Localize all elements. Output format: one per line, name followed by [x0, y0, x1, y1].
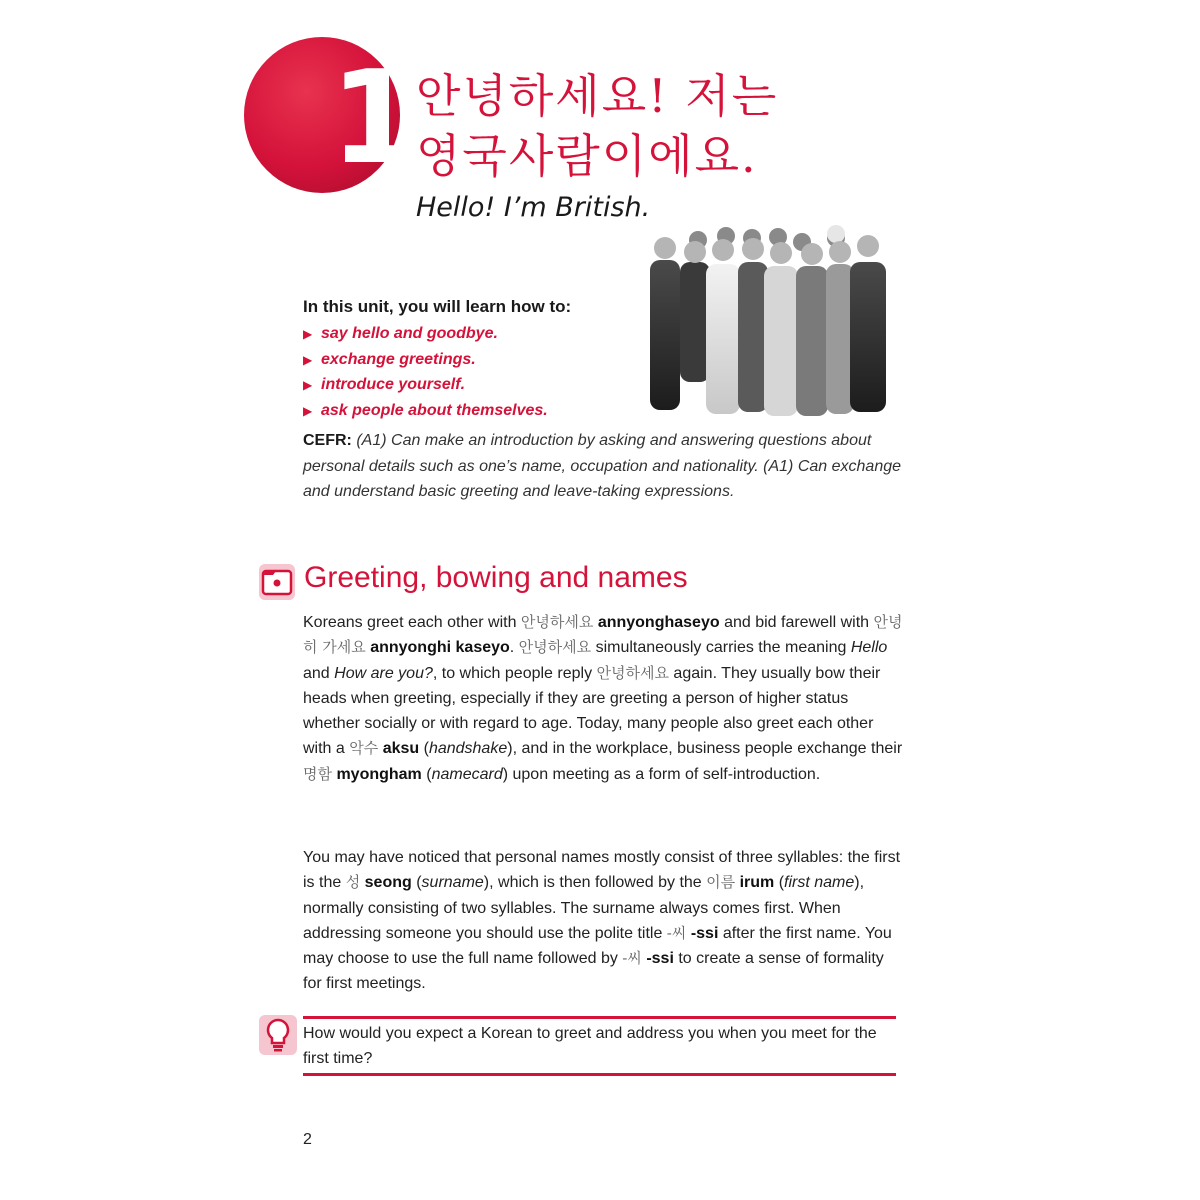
cefr-block — [303, 428, 903, 505]
paragraph-greeting: Koreans greet each other with 안녕하세요 annyonghaseyo and bid farewell with 안녕히 가세요 annyonghi kaseyo. 안녕하세요 simultaneously carries the meaning Hello and How are you?, to which people reply 안녕하세요 again. They usually bow their heads when greeting, especially if they are greeting a person of higher status whether socially or with regard to age. Today, many people also greet each other with a 악수 aksu (handshake), and in the workplace, business people exchange their 명함 myongham (namecard) upon meeting as a form of self-introduction. — [303, 613, 903, 783]
hard-hat-icon — [827, 225, 845, 243]
list-item: ▶ say hello and goodbye. — [303, 321, 548, 347]
bullet-arrow-icon: ▶ — [303, 378, 313, 392]
korean-title-line-1: 안녕하세요! 저는 — [416, 69, 779, 123]
bullet-arrow-icon: ▶ — [303, 327, 313, 341]
culture-point-icon — [258, 563, 296, 601]
korean-title-line-2: 영국사람이에요. — [416, 129, 758, 183]
goals-list — [303, 321, 548, 423]
cefr-label: CEFR: — [303, 432, 352, 449]
goals-heading: In this unit, you will learn how to: — [303, 297, 572, 316]
english-title: Hello! I’m British. — [416, 192, 651, 223]
tip-divider-bottom — [303, 1073, 896, 1076]
paragraph-names: You may have noticed that personal names mostly consist of three syllables: the first is the 성 seong (surname), which is then followed by the 이름 irum (first name), normally consisting of two syllables. The surname always comes first. When addressing someone you should use the polite title -씨 -ssi after the first name. You may choose to use the full name followed by -씨 -ssi to create a sense of formality for first meetings. — [303, 849, 901, 993]
list-item: ▶ ask people about themselves. — [303, 398, 548, 424]
cefr-text-1: (A1) Can make an introduction by asking and answering questions about personal details such as one’s name, occupation and nationality. — [303, 432, 872, 475]
bullet-arrow-icon: ▶ — [303, 352, 313, 367]
tip-divider-top — [303, 1016, 896, 1019]
unit-number: 1 — [330, 44, 420, 193]
group-photo — [640, 222, 896, 420]
bullet-arrow-icon: ▶ — [303, 403, 313, 418]
tip-question: How would you expect a Korean to greet and address you when you meet for the first time? — [303, 1025, 877, 1067]
section-title: Greeting, bowing and names — [304, 561, 688, 594]
list-item: ▶ exchange greetings. — [303, 347, 548, 373]
page-number: 2 — [303, 1131, 312, 1148]
lightbulb-icon — [258, 1014, 298, 1056]
korean-title — [416, 66, 836, 186]
cefr-text-2: (A1) Can exchange and understand basic greeting and leave-taking expressions. — [303, 457, 902, 500]
list-item: ▶ introduce yourself. — [303, 372, 548, 398]
